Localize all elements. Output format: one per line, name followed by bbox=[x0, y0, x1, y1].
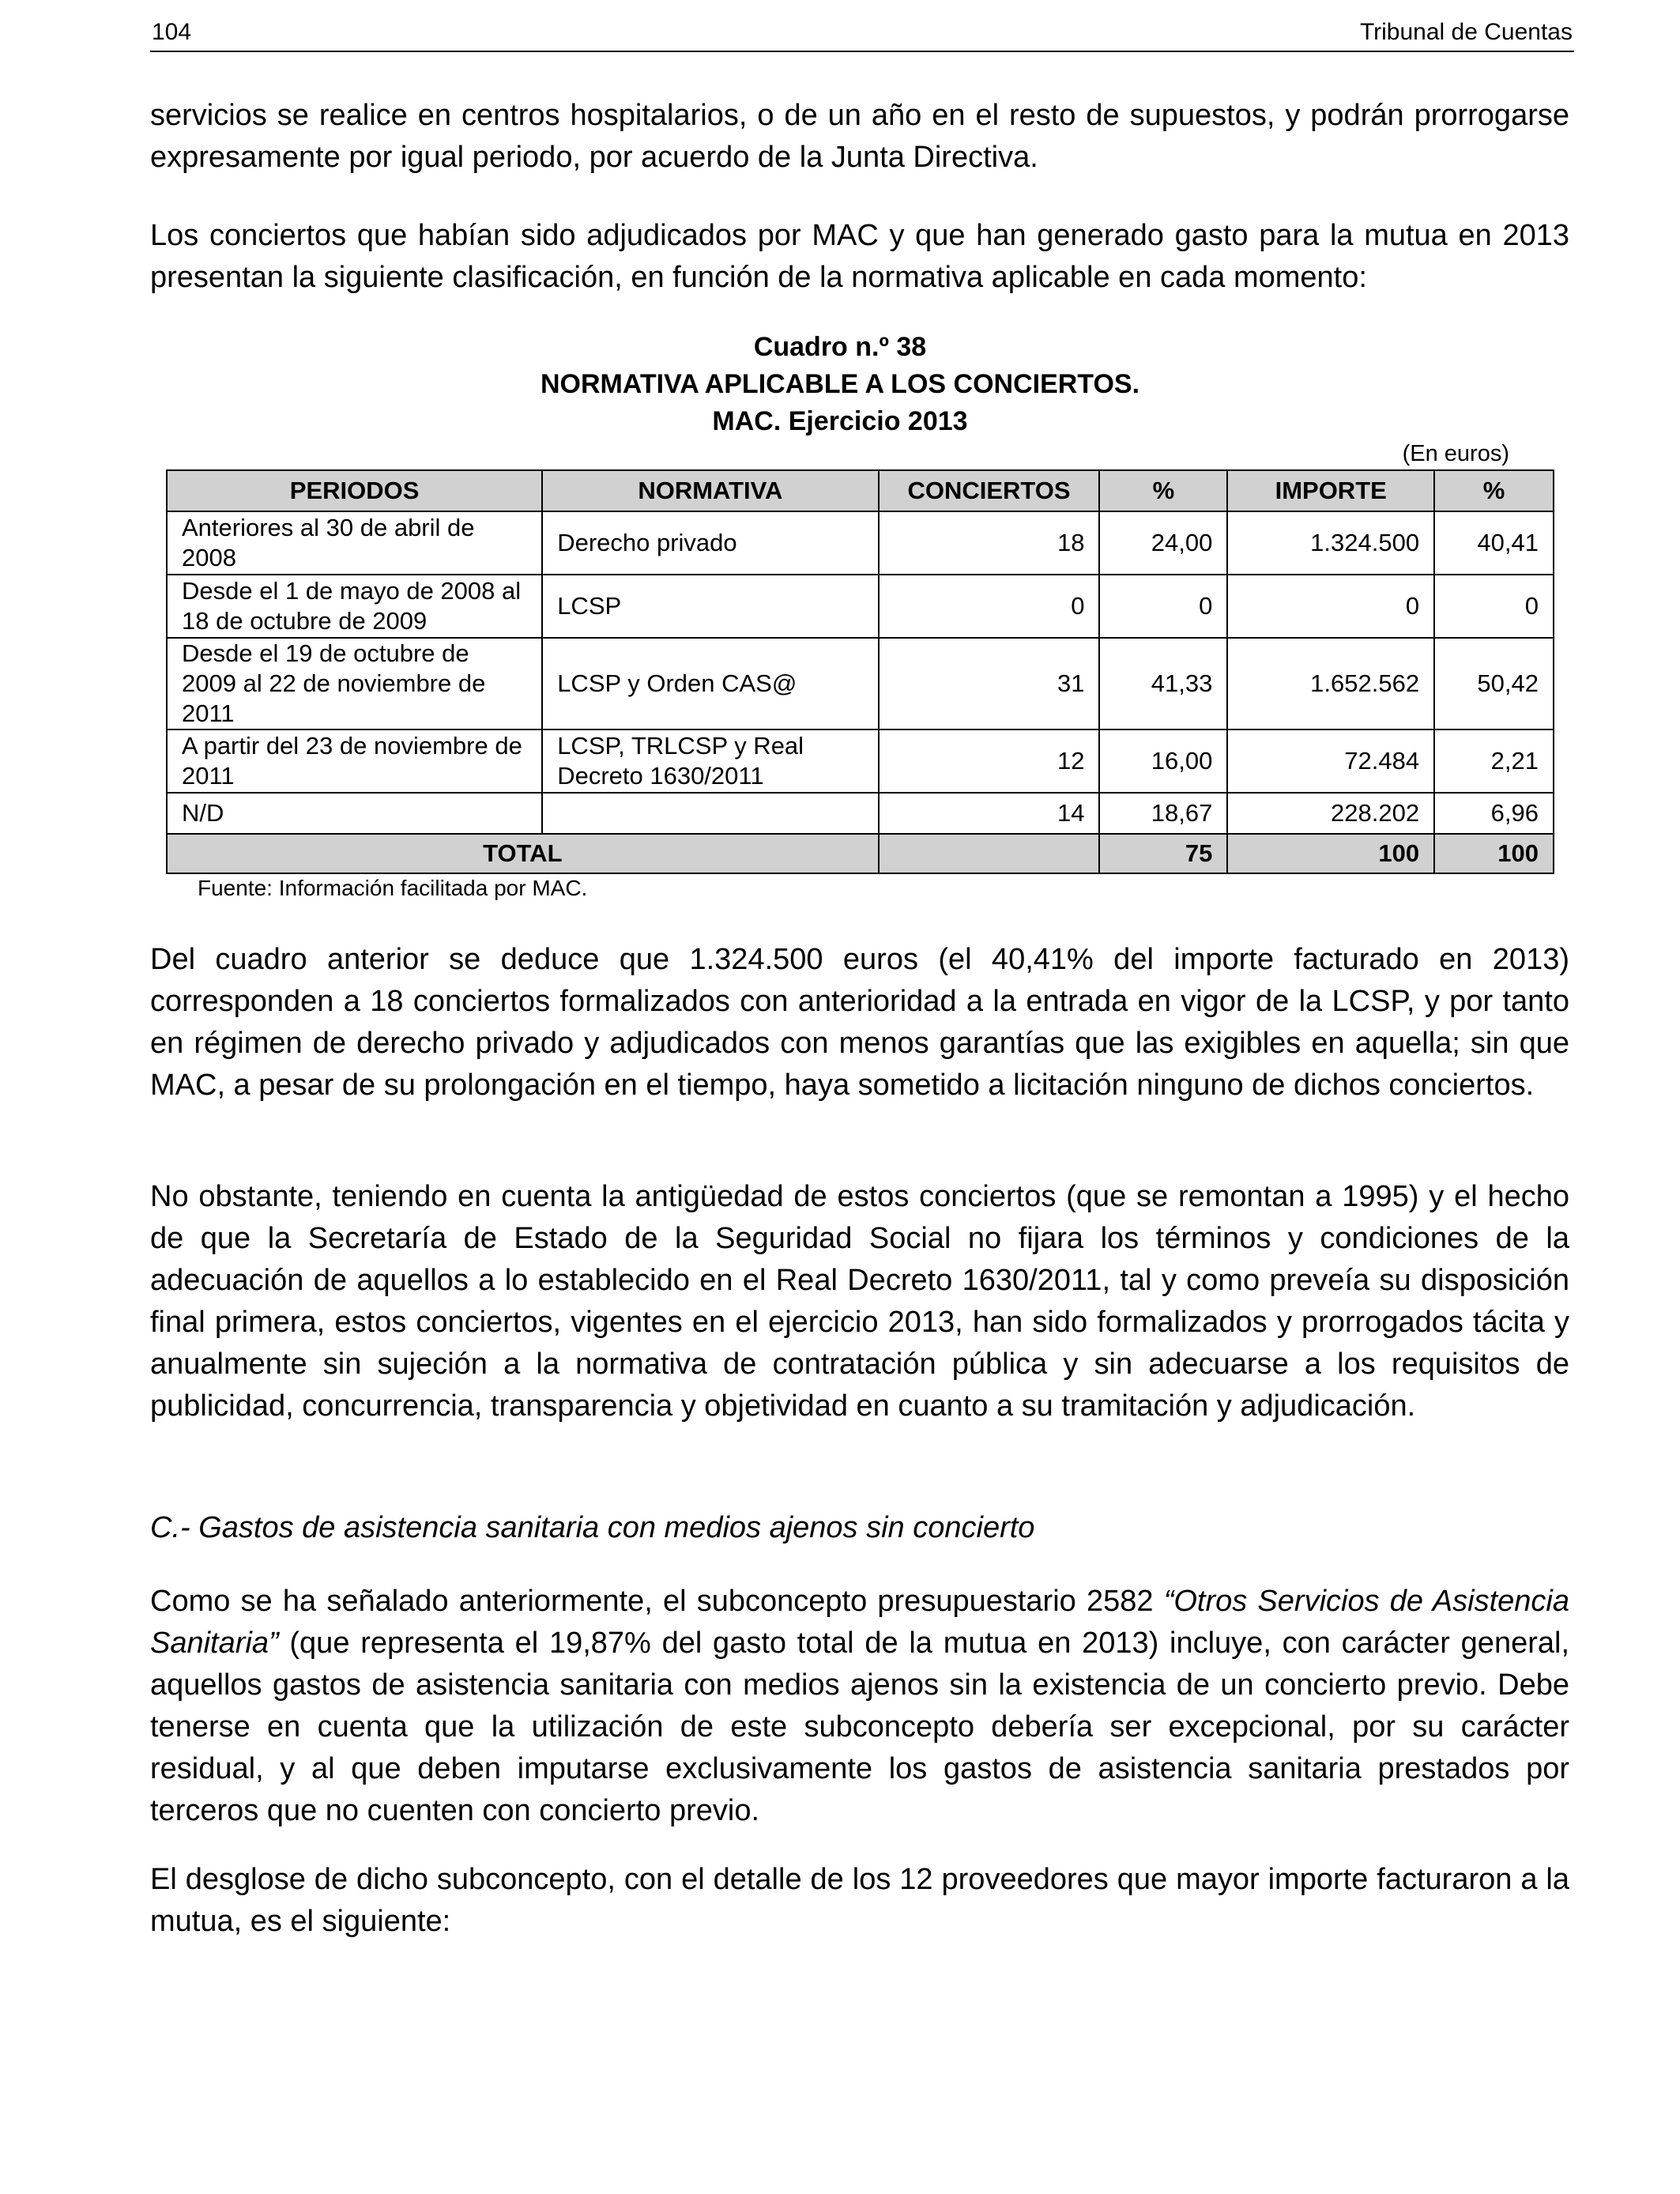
paragraph-2: Los conciertos que habían sido adjudicados por MAC y que han generado gasto para la mutua en 2013 presentan la siguiente clasificación, en función de la normativa aplicable en cada momento: bbox=[150, 219, 1569, 294]
total-importe-pct: 100 bbox=[1227, 834, 1434, 873]
cell-conciertos: 18 bbox=[879, 511, 1100, 575]
cell-periodo: Anteriores al 30 de abril de 2008 bbox=[167, 511, 542, 575]
cell-normativa: LCSP y Orden CAS@ bbox=[542, 638, 878, 729]
page-header bbox=[150, 14, 1574, 52]
table-total-row bbox=[167, 834, 1554, 873]
table-row bbox=[167, 575, 1554, 638]
cell-conciertos: 14 bbox=[879, 793, 1100, 834]
cell-normativa: LCSP, TRLCSP y Real Decreto 1630/2011 bbox=[542, 729, 878, 793]
table-row bbox=[167, 793, 1554, 834]
cell-pct-conciertos: 0 bbox=[1099, 575, 1227, 638]
cell-normativa: Derecho privado bbox=[542, 511, 878, 575]
paragraph-6 bbox=[150, 1581, 1569, 1832]
paragraph-4: No obstante, teniendo en cuenta la antigüedad de estos conciertos (que se remontan a 1995) y el hecho de que la Secretaría de Estado de la Seguridad Social no fijara los términos y condiciones de la adecuación de aquellos a lo establecido en el Real Decreto 1630/2011, tal y como preveía su disposición final primera, estos conciertos, vigentes en el ejercicio 2013, han sido formalizados y prorrogados tácita y anualmente sin sujeción a la normativa de contratación pública y sin adecuarse a los requisitos de publicidad, concurrencia, transparencia y objetividad en cuanto a su tramitación y adjudicación. bbox=[150, 1180, 1569, 1423]
table-caption-subtitle: MAC. Ejercicio 2013 bbox=[712, 406, 968, 436]
paragraph-7: El desglose de dicho subconcepto, con el detalle de los 12 proveedores que mayor importe facturaron a la mutua, es el siguiente: bbox=[150, 1863, 1569, 1938]
column-header: NORMATIVA bbox=[542, 470, 878, 511]
cell-importe: 1.652.562 bbox=[1227, 638, 1434, 729]
cell-conciertos: 0 bbox=[879, 575, 1100, 638]
cell-pct-importe: 50,42 bbox=[1434, 638, 1554, 729]
cell-periodo: Desde el 1 de mayo de 2008 al 18 de octubre de 2009 bbox=[167, 575, 542, 638]
cell-pct-conciertos: 18,67 bbox=[1099, 793, 1227, 834]
paragraph-6-start: Como se ha señalado anteriormente, el subconcepto presupuestario 2582 bbox=[150, 1585, 1164, 1618]
cell-pct-importe: 0 bbox=[1434, 575, 1554, 638]
column-header: CONCIERTOS bbox=[879, 470, 1100, 511]
table-row bbox=[167, 638, 1554, 729]
cell-pct-conciertos: 24,00 bbox=[1099, 511, 1227, 575]
table-caption-title: NORMATIVA APLICABLE A LOS CONCIERTOS. bbox=[540, 369, 1140, 399]
cell-normativa bbox=[542, 793, 878, 834]
cell-pct-conciertos: 41,33 bbox=[1099, 638, 1227, 729]
table-header-row bbox=[167, 470, 1554, 511]
column-header: % bbox=[1099, 470, 1227, 511]
total-empty-cell bbox=[879, 834, 1100, 873]
cell-importe: 0 bbox=[1227, 575, 1434, 638]
header-organization: Tribunal de Cuentas bbox=[1359, 19, 1573, 45]
section-heading: C.- Gastos de asistencia sanitaria con medios ajenos sin concierto bbox=[150, 1511, 1035, 1544]
cell-pct-conciertos: 16,00 bbox=[1099, 729, 1227, 793]
cell-periodo: Desde el 19 de octubre de 2009 al 22 de noviembre de 2011 bbox=[167, 638, 542, 729]
cell-importe: 72.484 bbox=[1227, 729, 1434, 793]
cell-conciertos: 12 bbox=[879, 729, 1100, 793]
table-caption-number: Cuadro n.º 38 bbox=[753, 332, 927, 362]
paragraph-3: Del cuadro anterior se deduce que 1.324.500 euros (el 40,41% del importe facturado en 2013) corresponden a 18 conciertos formalizados con anterioridad a la entrada en vigor de la LCSP, y por tanto en régimen de derecho privado y adjudicados con menos garantías que las exigibles en aquella; sin que MAC, a pesar de su prolongación en el tiempo, haya sometido a licitación ninguno de dichos conciertos. bbox=[150, 943, 1569, 1102]
cell-conciertos: 31 bbox=[879, 638, 1100, 729]
total-pct-conciertos: 75 bbox=[1099, 834, 1227, 873]
cell-importe: 1.324.500 bbox=[1227, 511, 1434, 575]
table-unit-note: (En euros) bbox=[1402, 441, 1509, 466]
cell-pct-importe: 6,96 bbox=[1434, 793, 1554, 834]
table-source: Fuente: Información facilitada por MAC. bbox=[198, 876, 588, 900]
cell-periodo: N/D bbox=[167, 793, 542, 834]
paragraph-6-rest: (que representa el 19,87% del gasto total de la mutua en 2013) incluye, con carácter general, aquellos gastos de asistencia sanitaria con medios ajenos sin la existencia de un concierto previo. Debe tenerse en cuenta que la utilización de este subconcepto debería ser excepcional, por su carácter residual, y al que deben imputarse exclusivamente los gastos de asistencia sanitaria prestados por terceros que no cuenten con concierto previo. bbox=[150, 1627, 1569, 1827]
table-row bbox=[167, 729, 1554, 793]
total-pct-importe: 100 bbox=[1434, 834, 1554, 873]
conciertos-table bbox=[166, 469, 1554, 874]
cell-importe: 228.202 bbox=[1227, 793, 1434, 834]
paragraph-1: servicios se realice en centros hospitalarios, o de un año en el resto de supuestos, y podrán prorrogarse expresamente por igual periodo, por acuerdo de la Junta Directiva. bbox=[150, 99, 1569, 174]
cell-pct-importe: 2,21 bbox=[1434, 729, 1554, 793]
column-header: IMPORTE bbox=[1227, 470, 1434, 511]
total-label: TOTAL bbox=[167, 834, 879, 873]
cell-normativa: LCSP bbox=[542, 575, 878, 638]
paragraph-6-quote: “Otros Servicios de Asistencia Sanitaria” bbox=[150, 1585, 1570, 1660]
table-caption bbox=[0, 329, 1680, 440]
column-header: PERIODOS bbox=[167, 470, 542, 511]
column-header: % bbox=[1434, 470, 1554, 511]
cell-periodo: A partir del 23 de noviembre de 2011 bbox=[167, 729, 542, 793]
page-number: 104 bbox=[152, 19, 192, 45]
table-row bbox=[167, 511, 1554, 575]
cell-pct-importe: 40,41 bbox=[1434, 511, 1554, 575]
